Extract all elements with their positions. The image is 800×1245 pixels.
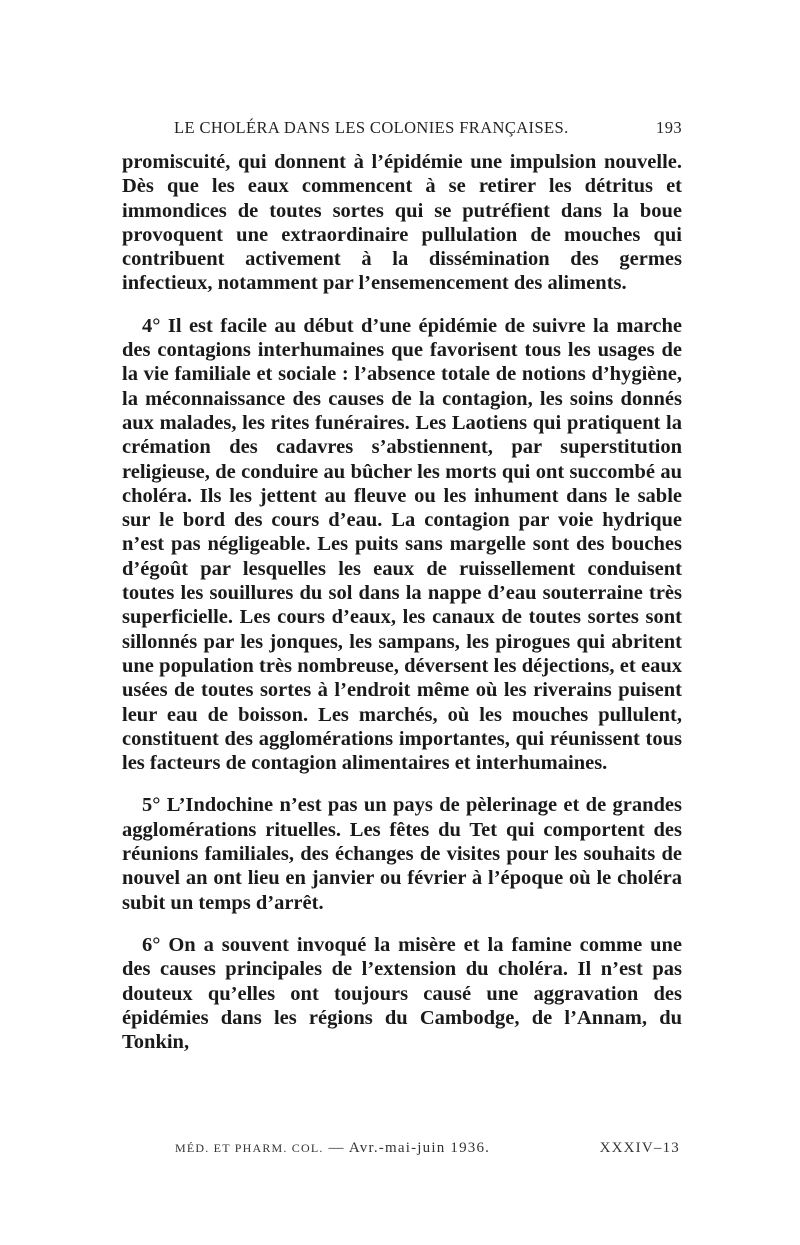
paragraph-point-6: 6° On a souvent invoqué la misère et la famine comme une des causes principales de l’extension du choléra. Il n’est pas douteux qu’elles ont toujours causé une aggravation des épidémies dans les régions du Cambodge, de l’Annam, du Tonkin,: [122, 933, 682, 1054]
body-text: [122, 150, 682, 1054]
page-footer: [175, 1140, 680, 1157]
page: [122, 118, 682, 1054]
page-number: 193: [656, 118, 682, 137]
running-head: [174, 118, 682, 138]
paragraph-point-5: 5° L’Indochine n’est pas un pays de pèlerinage et de grandes agglomérations rituelles. Les fêtes du Tet qui comportent des réunions familiales, des échanges de visites pour les souhaits de nouvel an ont lieu en janvier ou février à l’époque où le choléra subit un temps d’arrêt.: [122, 794, 682, 914]
footer-issue: — Avr.-mai-juin 1936.: [328, 1140, 491, 1156]
running-title: LE CHOLÉRA DANS LES COLONIES FRANÇAISES.: [174, 118, 569, 137]
footer-journal: MÉD. ET PHARM. COL.: [175, 1141, 324, 1155]
footer-signature: XXXIV–13: [599, 1140, 680, 1156]
paragraph-continuation: promiscuité, qui donnent à l’épidémie une impulsion nouvelle. Dès que les eaux commencent à se retirer les détritus et immondices de toutes sortes qui se putréfient dans la boue provoquent une extraordinaire pullulation de mouches qui contribuent activement à la dissémination des germes infectieux, notamment par l’ensemencement des aliments.: [122, 151, 682, 295]
paragraph-point-4: 4° Il est facile au début d’une épidémie de suivre la marche des contagions interhumaines que favorisent tous les usages de la vie familiale et sociale : l’absence totale de notions d’hygiène, la méconnaissance des causes de la contagion, les soins donnés aux malades, les rites funéraires. Les Laotiens qui pratiquent la crémation des cadavres s’abstiennent, par superstitution religieuse, de conduire au bûcher les morts qui ont succombé au choléra. Ils les jettent au fleuve ou les inhument dans le sable sur le bord des cours d’eau. La contagion par voie hydrique n’est pas négligeable. Les puits sans margelle sont des bouches d’égoût par lesquelles les eaux de ruissellement conduisent toutes les souillures du sol dans la nappe d’eau souterraine très superficielle. Les cours d’eaux, les canaux de toutes sortes sont sillonnés par les jonques, les sampans, les pirogues qui abritent une population très nombreuse, déversent les déjections, et eaux usées de toutes sortes à l’endroit même où les riverains puisent leur eau de boisson. Les marchés, où les mouches pullulent, constituent des agglomérations importantes, qui réunissent tous les facteurs de contagion alimentaires et interhumaines.: [122, 314, 682, 775]
